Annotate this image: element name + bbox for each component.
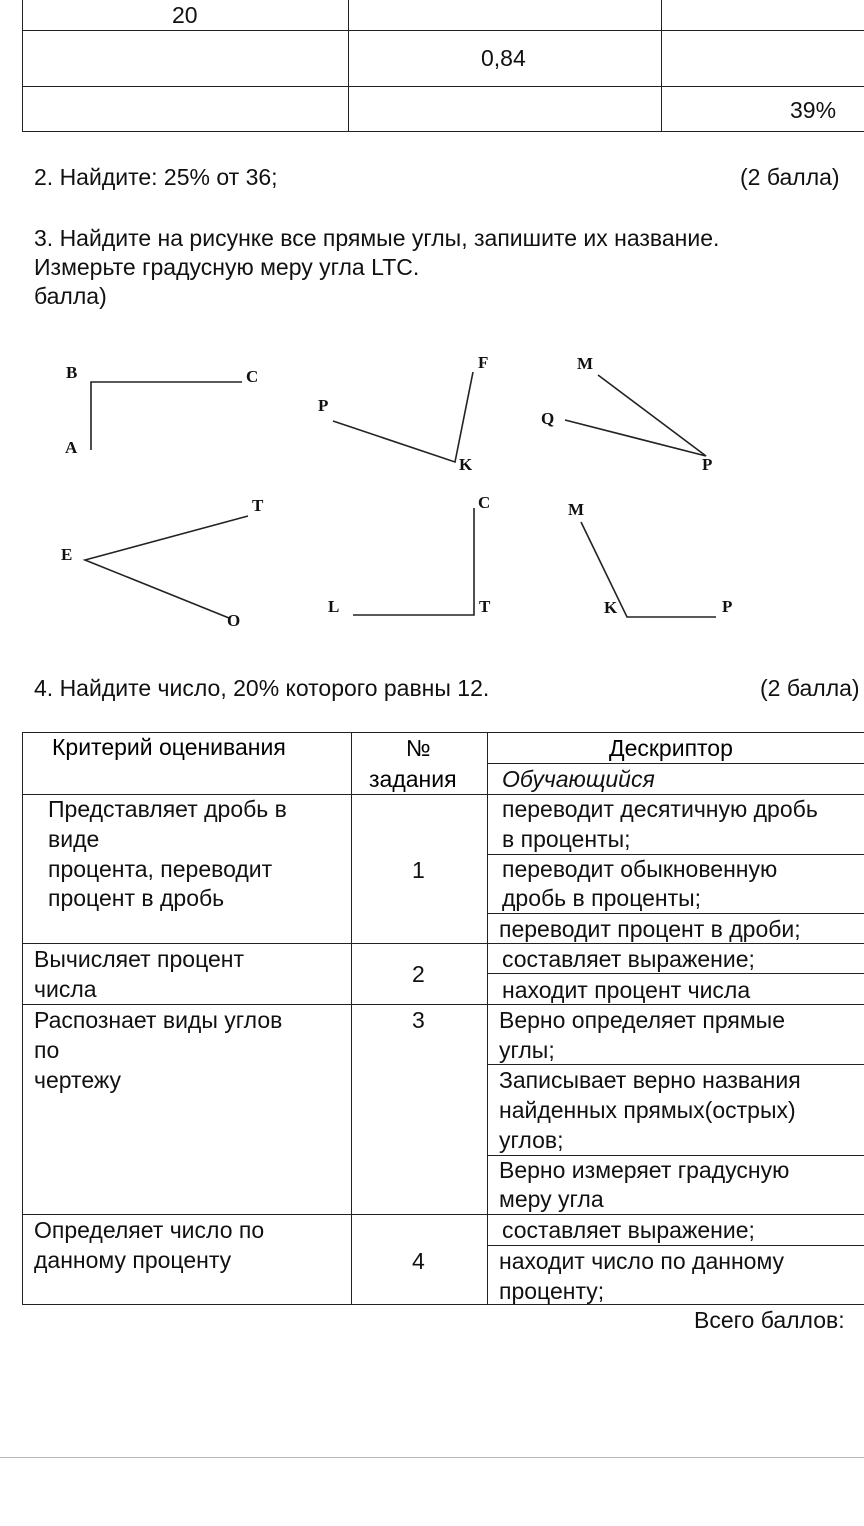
label-c: C <box>478 493 491 512</box>
task3-line1: 3. Найдите на рисунке все прямые углы, запишите их название. <box>34 225 720 251</box>
table-line <box>22 131 864 132</box>
header-student: Обучающийся <box>502 766 655 792</box>
table-cell: 20 <box>172 2 198 28</box>
table-line <box>22 86 864 87</box>
descriptor-text: составляет выражение; <box>502 946 755 972</box>
task-number: 4 <box>412 1248 425 1274</box>
angle-abc <box>91 382 242 450</box>
angle-mkp <box>581 522 716 617</box>
task4-text: 4. Найдите число, 20% которого равны 12. <box>34 675 490 701</box>
descriptor-text: в проценты; <box>502 826 631 852</box>
label-f: F <box>478 353 489 372</box>
descriptor-text: дробь в проценты; <box>502 885 702 911</box>
task4-points: (2 балла) <box>760 675 860 701</box>
descriptor-text: находит процент числа <box>502 977 751 1003</box>
table-line <box>348 0 349 132</box>
table-line <box>22 30 864 31</box>
label-l: L <box>328 597 340 616</box>
task-number: 2 <box>412 961 425 987</box>
label-q: Q <box>541 409 555 428</box>
descriptor-text: проценту; <box>499 1278 605 1304</box>
descriptor-text: Записывает верно названия <box>499 1067 801 1093</box>
page-divider <box>0 1457 864 1458</box>
label-e: E <box>61 545 73 564</box>
task3-line3: балла) <box>34 283 107 309</box>
descriptor-text: составляет выражение; <box>502 1217 755 1243</box>
descriptor-text: переводит обыкновенную <box>502 856 778 882</box>
criterion-text: Представляет дробь в <box>48 796 287 822</box>
angle-mpq <box>565 375 706 456</box>
table-line <box>22 732 23 1305</box>
descriptor-text: Верно определяет прямые <box>499 1007 785 1033</box>
header-descriptor: Дескриптор <box>609 735 733 761</box>
label-o: O <box>227 611 241 630</box>
criterion-text: Распознает виды углов <box>34 1007 283 1033</box>
table-cell: 39% <box>790 97 837 123</box>
criterion-text: Определяет число по <box>34 1217 265 1243</box>
table-line <box>351 732 352 1305</box>
label-k: K <box>459 455 473 474</box>
criterion-text: данному проценту <box>34 1247 232 1273</box>
label-t: T <box>252 496 264 515</box>
header-task-no: задания <box>369 766 457 792</box>
angles-figure <box>0 340 864 640</box>
label-t: T <box>479 597 491 616</box>
angle-ltc <box>353 508 474 615</box>
criterion-text: процента, переводит <box>48 856 273 882</box>
criterion-text: Вычисляет процент <box>34 946 245 972</box>
descriptor-text: Верно измеряет градусную <box>499 1157 790 1183</box>
criterion-text: виде <box>48 826 100 852</box>
criterion-text: процент в дробь <box>48 885 225 911</box>
table-line <box>22 0 23 132</box>
angle-pkf <box>333 372 473 462</box>
descriptor-text: найденных прямых(острых) <box>499 1097 796 1123</box>
table-line <box>661 0 662 132</box>
label-b: B <box>66 363 78 382</box>
header-task-no: № <box>406 735 431 761</box>
descriptor-text: углы; <box>499 1037 555 1063</box>
task-number: 3 <box>412 1007 425 1033</box>
task-number: 1 <box>412 857 425 883</box>
label-c: C <box>246 367 259 386</box>
descriptor-text: углов; <box>499 1127 564 1153</box>
label-m: M <box>577 354 594 373</box>
label-p: P <box>722 597 733 616</box>
task2-text: 2. Найдите: 25% от 36; <box>34 164 278 190</box>
table-cell: 0,84 <box>481 45 526 71</box>
criterion-text: числа <box>34 976 97 1002</box>
label-p: P <box>702 455 713 474</box>
label-p: P <box>318 396 329 415</box>
criterion-text: чертежу <box>34 1067 122 1093</box>
total-points-label: Всего баллов: <box>694 1307 845 1333</box>
header-criterion: Критерий оценивания <box>52 734 286 760</box>
descriptor-text: переводит процент в дроби; <box>499 916 801 942</box>
angle-teo <box>85 516 248 618</box>
label-k: K <box>604 598 618 617</box>
descriptor-text: переводит десятичную дробь <box>502 796 818 822</box>
table-line <box>22 1304 864 1305</box>
label-m: M <box>568 500 585 519</box>
task2-points: (2 балла) <box>740 164 840 190</box>
descriptor-text: находит число по данному <box>499 1248 785 1274</box>
descriptor-text: меру угла <box>499 1186 604 1212</box>
table-line <box>487 732 488 1305</box>
task3-line2: Измерьте градусную меру угла LTC. <box>34 254 420 280</box>
criterion-text: по <box>34 1037 60 1063</box>
label-a: A <box>65 438 78 457</box>
